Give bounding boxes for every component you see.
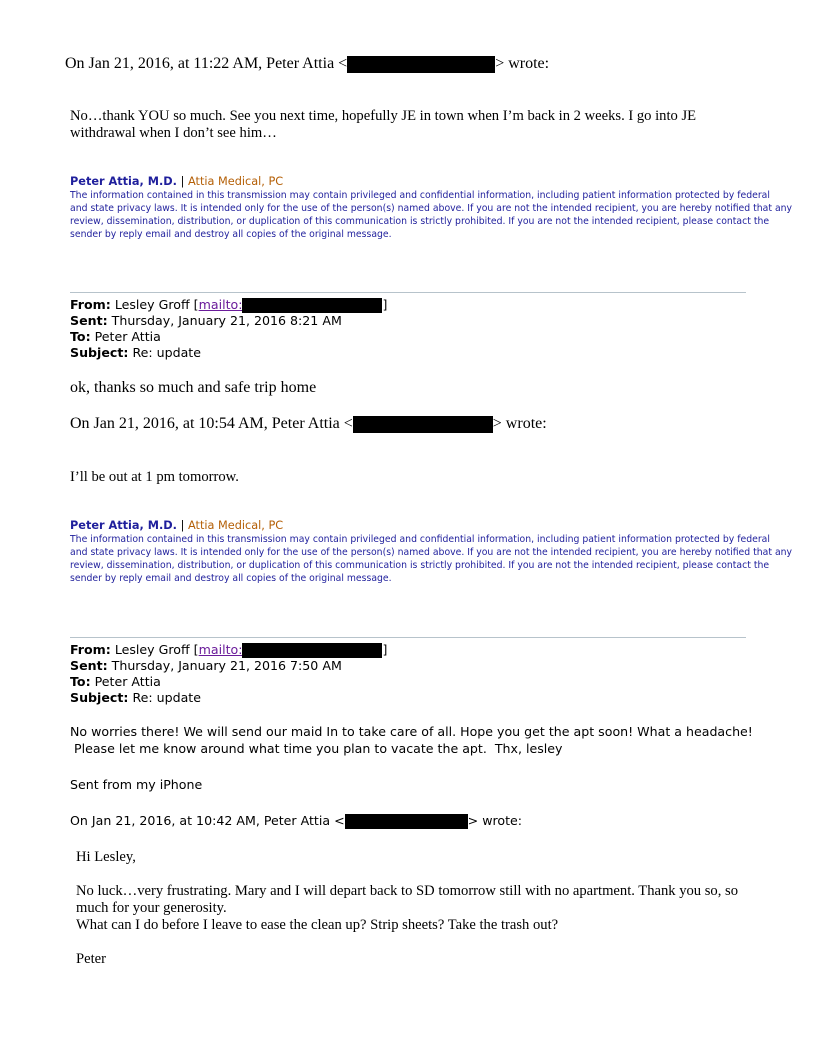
mailto-link[interactable]: mailto: [198, 297, 243, 312]
reply-text [70, 723, 753, 757]
body-line: No luck…very frustrating. Mary and I will depart back to SD tomorrow still with no apartment. Thank you so, so [76, 883, 739, 899]
confidentiality-disclaimer [70, 533, 793, 585]
greeting: Hi Lesley, [76, 849, 136, 865]
message-body-1054: I’ll be out at 1 pm tomorrow. [70, 469, 239, 485]
quote-header-1042 [70, 813, 522, 829]
subject-line [70, 690, 387, 706]
from-label: From: [70, 297, 111, 312]
redacted-email [347, 56, 495, 73]
message-body-1042 [76, 849, 738, 968]
wrote-suffix: > wrote: [492, 415, 547, 432]
disclaimer-line: review, dissemination, distribution, or duplication of this communication is strictly prohibited. If you are not the intended recipient, please contact the [70, 560, 770, 571]
disclaimer-line: and state privacy laws. It is intended only for the use of the person(s) named above. If you are not the intended recipient, you are hereby notified that any [70, 203, 793, 214]
subject-line [70, 345, 387, 361]
disclaimer-line: review, dissemination, distribution, or duplication of this communication is strictly prohibited. If you are not the intended recipient, please contact the [70, 216, 770, 227]
signature-company: Attia Medical, PC [187, 519, 284, 532]
signature-separator: | [176, 519, 188, 532]
reply-line: Please let me know around what time you plan to vacate the apt. Thx, lesley [70, 741, 563, 756]
subject-label: Subject: [70, 345, 129, 360]
from-label: From: [70, 642, 111, 657]
to-label: To: [70, 674, 91, 689]
disclaimer-line: and state privacy laws. It is intended only for the use of the person(s) named above. If you are not the intended recipient, you are hereby notified that any [70, 547, 793, 558]
to-line [70, 329, 387, 345]
sent-from-iphone: Sent from my iPhone [70, 777, 203, 792]
wrote-prefix: On Jan 21, 2016, at 11:22 AM, Peter Attia < [65, 55, 348, 72]
disclaimer-line: The information contained in this transmission may contain privileged and confidential information, including patient information protected by federal [70, 190, 770, 201]
to-value: Peter Attia [90, 329, 161, 344]
signoff: Peter [76, 951, 106, 967]
sent-value: Thursday, January 21, 2016 8:21 AM [107, 313, 342, 328]
body-line: much for your generosity. [76, 900, 227, 916]
body-line: No…thank YOU so much. See you next time, hopefully JE in town when I’m back in 2 weeks. I go into JE [70, 108, 697, 124]
redacted-email [242, 643, 382, 658]
sent-label: Sent: [70, 313, 108, 328]
signature-company: Attia Medical, PC [187, 175, 284, 188]
wrote-suffix: > wrote: [495, 55, 550, 72]
body-line: What can I do before I leave to ease the clean up? Strip sheets? Take the trash out? [76, 917, 559, 933]
signature-name: Peter Attia, M.D. [70, 175, 177, 188]
from-value: Lesley Groff [ [110, 642, 199, 657]
wrote-prefix: On Jan 21, 2016, at 10:42 AM, Peter Attia < [70, 813, 345, 828]
signature-block [70, 174, 793, 241]
redacted-email [242, 298, 382, 313]
mailto-link[interactable]: mailto: [198, 642, 243, 657]
to-line [70, 674, 387, 690]
body-line: withdrawal when I don’t see him… [70, 125, 277, 141]
signature-line [70, 174, 760, 189]
signature-separator: | [176, 175, 188, 188]
to-label: To: [70, 329, 91, 344]
signature-block [70, 518, 793, 585]
reply-line: No worries there! We will send our maid In to take care of all. Hope you get the apt soon! What a headache! [70, 724, 753, 739]
subject-label: Subject: [70, 690, 129, 705]
email-header-821 [70, 297, 387, 361]
quote-header-1054 [70, 415, 547, 433]
divider [70, 637, 746, 638]
from-close: ] [382, 642, 388, 657]
confidentiality-disclaimer [70, 189, 793, 241]
message-body-1122 [70, 108, 696, 142]
subject-value: Re: update [128, 690, 201, 705]
from-value: Lesley Groff [ [110, 297, 199, 312]
from-line [70, 642, 387, 658]
from-close: ] [382, 297, 388, 312]
reply-text: ok, thanks so much and safe trip home [70, 379, 317, 396]
wrote-prefix: On Jan 21, 2016, at 10:54 AM, Peter Attia < [70, 415, 353, 432]
signature-name: Peter Attia, M.D. [70, 519, 177, 532]
divider [70, 292, 746, 293]
subject-value: Re: update [128, 345, 201, 360]
to-value: Peter Attia [90, 674, 161, 689]
disclaimer-line: sender by reply email and destroy all copies of the original message. [70, 229, 392, 240]
disclaimer-line: sender by reply email and destroy all copies of the original message. [70, 573, 392, 584]
signature-line [70, 518, 760, 533]
sent-label: Sent: [70, 658, 108, 673]
quote-header-1122 [65, 55, 549, 73]
redacted-email [345, 814, 468, 829]
wrote-suffix: > wrote: [467, 813, 523, 828]
sent-line [70, 658, 387, 674]
sent-value: Thursday, January 21, 2016 7:50 AM [107, 658, 342, 673]
email-header-750 [70, 642, 387, 706]
sent-line [70, 313, 387, 329]
redacted-email [353, 416, 493, 433]
disclaimer-line: The information contained in this transmission may contain privileged and confidential information, including patient information protected by federal [70, 534, 770, 545]
from-line [70, 297, 387, 313]
